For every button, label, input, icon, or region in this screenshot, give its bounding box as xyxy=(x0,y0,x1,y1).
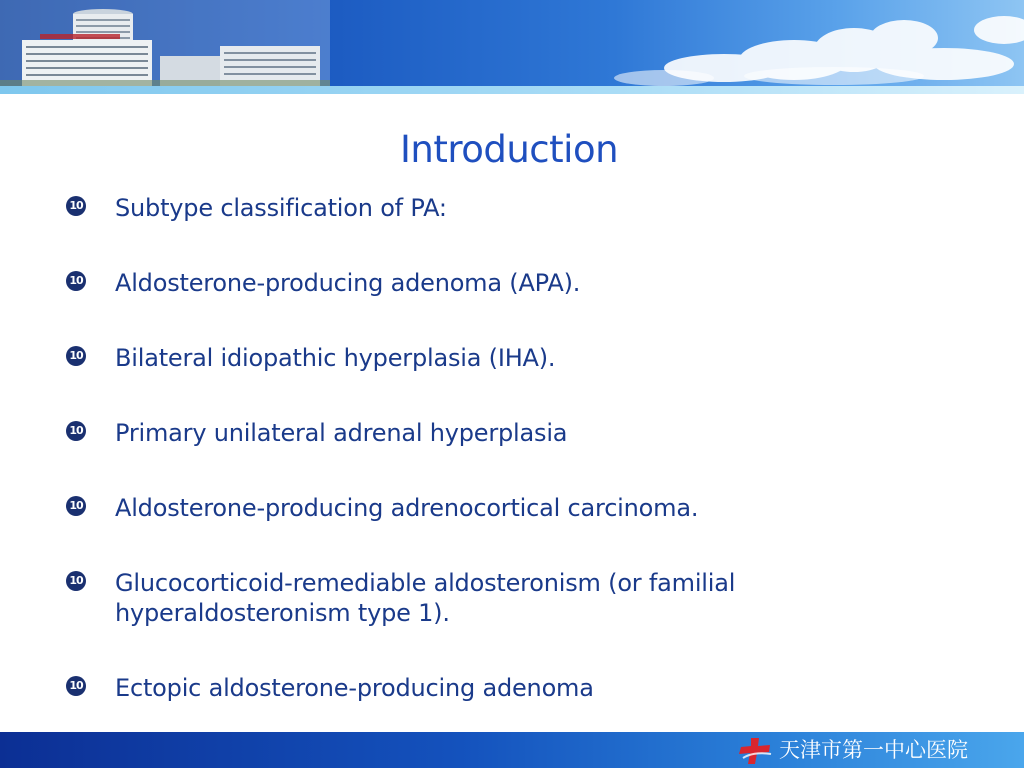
header-accent-strip xyxy=(0,86,1024,94)
bullet-text-continued: hyperaldosteronism type 1). xyxy=(115,599,450,627)
hospital-name: 天津市第一中心医院 xyxy=(779,738,968,762)
bullet-text: Aldosterone-producing adrenocortical carcinoma. xyxy=(115,494,699,522)
numbered-bullet-icon: 10 xyxy=(66,496,86,516)
numbered-bullet-icon: 10 xyxy=(66,421,86,441)
bullet-text: Ectopic aldosterone-producing adenoma xyxy=(115,674,594,702)
bullet-item xyxy=(62,343,962,373)
numbered-bullet-icon: 10 xyxy=(66,196,86,216)
bullet-item xyxy=(62,418,962,448)
bullet-item xyxy=(62,268,962,298)
header-banner xyxy=(0,0,1024,86)
numbered-bullet-icon: 10 xyxy=(66,676,86,696)
bullet-list xyxy=(62,193,962,748)
bullet-text: Primary unilateral adrenal hyperplasia xyxy=(115,419,568,447)
bullet-item xyxy=(62,568,962,628)
bullet-item xyxy=(62,193,962,223)
bullet-text: Aldosterone-producing adenoma (APA). xyxy=(115,269,581,297)
bullet-item xyxy=(62,673,962,703)
bullet-text: Glucocorticoid-remediable aldosteronism (or familial xyxy=(115,569,736,597)
red-cross-logo-icon xyxy=(737,736,775,766)
slide-title: Introduction xyxy=(399,128,619,171)
numbered-bullet-icon: 10 xyxy=(66,571,86,591)
numbered-bullet-icon: 10 xyxy=(66,346,86,366)
sky-clouds-image xyxy=(604,0,1024,86)
bullet-text: Bilateral idiopathic hyperplasia (IHA). xyxy=(115,344,556,372)
bullet-item xyxy=(62,493,962,523)
hospital-building-image xyxy=(0,0,330,86)
numbered-bullet-icon: 10 xyxy=(66,271,86,291)
bullet-text: Subtype classification of PA: xyxy=(115,194,447,222)
